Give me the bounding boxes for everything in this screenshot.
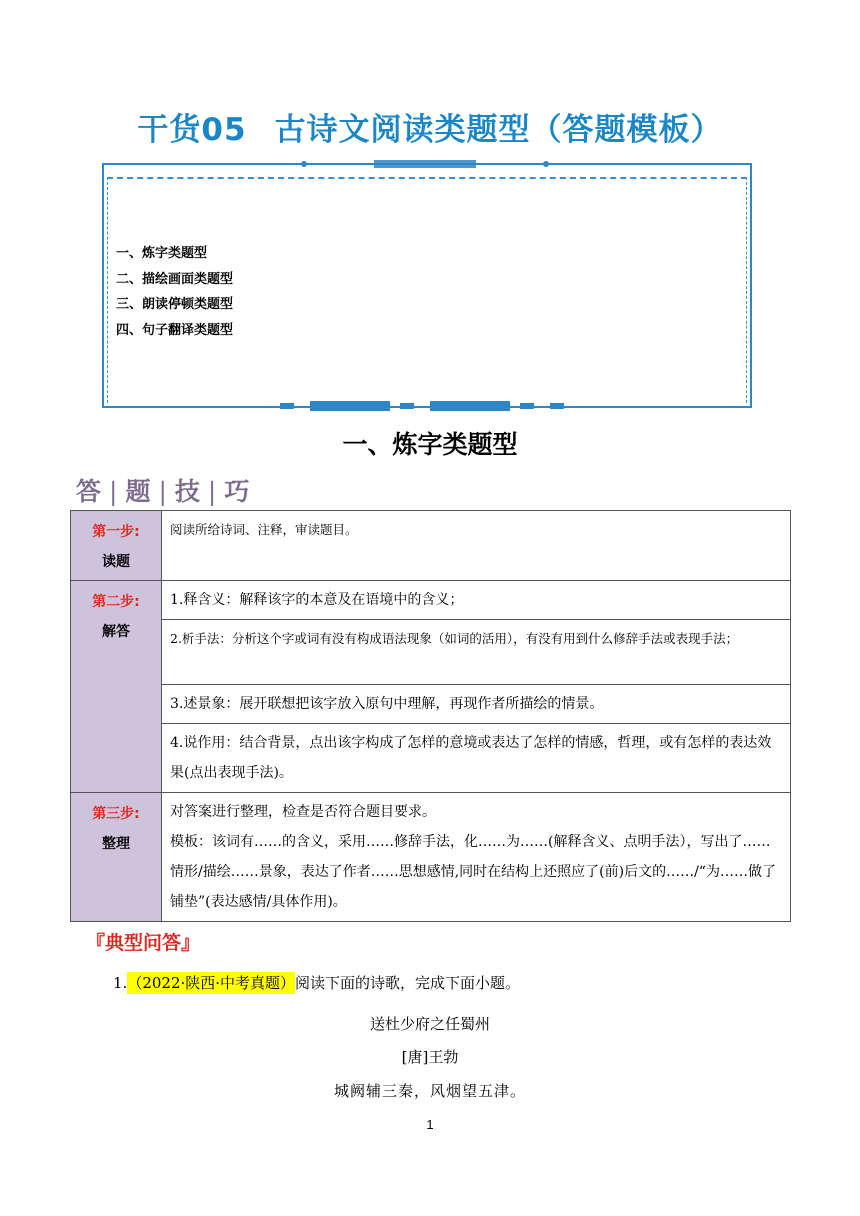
poem-title: 送杜少府之任蜀州 bbox=[369, 1015, 490, 1033]
poem-author: [唐]王勃 bbox=[401, 1048, 459, 1066]
nav-item[interactable]: 三、朗读停顿类题型 bbox=[116, 297, 234, 312]
section-heading: 一、炼字类题型 bbox=[342, 430, 518, 459]
question-text: 阅读下面的诗歌，完成下面小题。 bbox=[295, 974, 521, 992]
navigation-list bbox=[116, 241, 233, 343]
step-text: 对答案进行整理，检查是否符合题目要求。 bbox=[170, 804, 436, 820]
step-content: 阅读所给诗词、注释，审读题目。 bbox=[162, 511, 791, 581]
step-label: 第二步: 解答 bbox=[71, 581, 162, 793]
step-content: 2.析手法：分析这个字或词有没有构成语法现象（如词的活用），有没有用到什么修辞手法或表现手法； bbox=[162, 620, 791, 685]
title-part-topic: 古诗文阅读类题型（答题模板） bbox=[274, 112, 723, 148]
table-row bbox=[71, 511, 791, 581]
step-label: 第一步: 读题 bbox=[71, 511, 162, 581]
nav-footer-decoration bbox=[280, 400, 570, 412]
typical-qa-heading: 『典型问答』 bbox=[86, 932, 201, 954]
step-label: 第三步: 整理 bbox=[71, 793, 162, 922]
nav-item[interactable]: 一、炼字类题型 bbox=[116, 246, 208, 261]
nav-item[interactable]: 四、句子翻译类题型 bbox=[116, 322, 234, 338]
table-row bbox=[71, 620, 791, 685]
table-row bbox=[71, 724, 791, 793]
answer-skills-banner: 答 | 题 | 技 | 巧 bbox=[76, 477, 252, 506]
question-number: 1. bbox=[113, 974, 128, 992]
poem-line: 城阙辅三秦，风烟望五津。 bbox=[333, 1082, 526, 1100]
page-title bbox=[0, 104, 860, 149]
table-row bbox=[71, 685, 791, 724]
step-text: 模板：该词有……的含义，采用……修辞手法，化……为……(解释含义、点明手法），写出了……情形/描绘……景象，表达了作者……思想感情,同时在结构上还照应了(前)后文的……/“为……做了铺垫”(表达感情/具体作用)。 bbox=[170, 834, 776, 910]
question-1 bbox=[113, 970, 520, 996]
title-part-number: 干货05 bbox=[137, 112, 247, 148]
step-content bbox=[162, 793, 791, 922]
step-content: 3.述景象：展开联想把该字放入原句中理解，再现作者所描绘的情景。 bbox=[162, 685, 791, 724]
question-source-highlight: （2022·陕西·中考真题） bbox=[127, 974, 296, 992]
table-row bbox=[71, 581, 791, 620]
steps-table bbox=[70, 510, 791, 922]
step-content: 1.释含义：解释该字的本意及在语境中的含义； bbox=[162, 581, 791, 620]
step-content: 4.说作用：结合背景，点出该字构成了怎样的意境或表达了怎样的情感，哲理，或有怎样的表达效果(点出表现手法)。 bbox=[162, 724, 791, 793]
table-row bbox=[71, 793, 791, 922]
nav-item[interactable]: 二、描绘画面类题型 bbox=[116, 271, 234, 287]
page-number: 1 bbox=[426, 1117, 434, 1132]
